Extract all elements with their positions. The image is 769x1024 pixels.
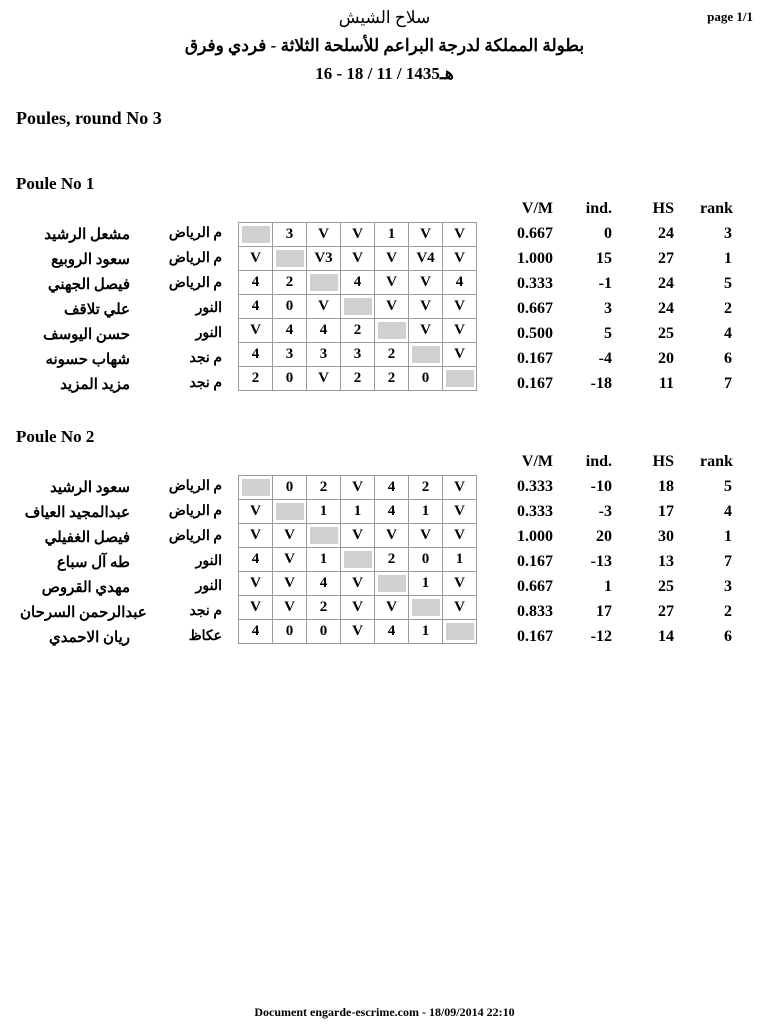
fencer-vm: 0.667	[517, 225, 553, 242]
bout-cell: V	[341, 524, 375, 548]
fencer-club: م الرياض	[168, 276, 222, 291]
self-cell-shade	[310, 274, 338, 291]
table-row	[239, 247, 477, 271]
bout-cell: V	[443, 596, 477, 620]
table-row	[239, 572, 477, 596]
col-header-rank: rank	[700, 453, 733, 470]
fencer-vm: 0.333	[517, 478, 553, 495]
fencer-vm: 0.167	[517, 628, 553, 645]
fencer-name: عبدالرحمن السرحان	[20, 605, 147, 621]
bout-cell-self	[341, 295, 375, 319]
bout-cell: V	[273, 524, 307, 548]
fencer-rank: 6	[724, 350, 732, 367]
bout-cell: V	[341, 247, 375, 271]
bout-cell-self	[307, 524, 341, 548]
col-header-hs: HS	[652, 453, 674, 470]
bout-cell: V	[307, 367, 341, 391]
table-row	[239, 343, 477, 367]
self-cell-shade	[412, 599, 440, 616]
self-cell-shade	[412, 346, 440, 363]
poule-title: Poule No 2	[16, 427, 95, 446]
fencer-name: فيصل الجهني	[47, 277, 130, 293]
poule-grid	[238, 222, 477, 391]
bout-cell: 1	[409, 500, 443, 524]
bout-cell: 4	[307, 572, 341, 596]
bout-cell: V	[239, 596, 273, 620]
bout-cell: 1	[307, 548, 341, 572]
fencer-vm: 0.833	[517, 603, 553, 620]
bout-cell: V	[375, 247, 409, 271]
fencer-club: النور	[195, 579, 222, 594]
table-row	[239, 271, 477, 295]
poule-title: Poule No 1	[16, 174, 95, 193]
fencer-ind: 5	[604, 325, 612, 342]
fencer-name: علي تلاقف	[64, 302, 130, 318]
bout-cell: V	[273, 596, 307, 620]
bout-cell: V	[375, 596, 409, 620]
bout-cell: V	[341, 572, 375, 596]
col-header-vm: V/M	[521, 453, 553, 470]
bout-cell: 2	[341, 319, 375, 343]
bout-cell-self	[239, 476, 273, 500]
bout-cell: V	[409, 524, 443, 548]
fencer-name: مزيد المزيد	[60, 377, 130, 393]
bout-cell: V	[443, 319, 477, 343]
bout-cell: V	[443, 524, 477, 548]
bout-cell: 3	[307, 343, 341, 367]
bout-cell: 2	[409, 476, 443, 500]
bout-cell: V	[273, 548, 307, 572]
fencer-vm: 0.333	[517, 275, 553, 292]
fencer-hs: 24	[658, 300, 674, 317]
bout-cell: 1	[307, 500, 341, 524]
table-row	[239, 319, 477, 343]
bout-cell: V	[239, 572, 273, 596]
self-cell-shade	[344, 298, 372, 315]
col-header-ind: ind.	[585, 453, 612, 470]
table-row	[239, 223, 477, 247]
fencer-hs: 24	[658, 225, 674, 242]
fencer-ind: -13	[590, 553, 612, 570]
fencer-hs: 17	[658, 503, 674, 520]
fencer-hs: 27	[658, 250, 674, 267]
bout-cell: V	[375, 271, 409, 295]
bout-cell: V	[239, 247, 273, 271]
table-row	[239, 524, 477, 548]
bout-cell-self	[375, 319, 409, 343]
fencer-name: سعود الرشيد	[50, 480, 130, 496]
fencer-ind: 15	[596, 250, 612, 267]
fencer-rank: 7	[724, 375, 732, 392]
bout-cell-self	[341, 548, 375, 572]
fencer-vm: 0.500	[517, 325, 553, 342]
fencer-vm: 1.000	[517, 528, 553, 545]
bout-cell: 1	[443, 548, 477, 572]
bout-cell-self	[443, 620, 477, 644]
bout-cell: 2	[375, 367, 409, 391]
fencer-vm: 0.667	[517, 578, 553, 595]
fencer-rank: 5	[724, 275, 732, 292]
self-cell-shade	[242, 479, 270, 496]
fencer-club: م نجد	[189, 351, 222, 366]
bout-cell: 4	[341, 271, 375, 295]
bout-cell: 1	[375, 223, 409, 247]
fencer-ind: -4	[598, 350, 612, 367]
bout-cell: 0	[409, 367, 443, 391]
bout-cell: V	[443, 500, 477, 524]
bout-cell: V	[239, 319, 273, 343]
fencer-rank: 3	[724, 225, 732, 242]
bout-cell: V	[409, 295, 443, 319]
bout-cell-self	[273, 500, 307, 524]
bout-cell: 4	[375, 500, 409, 524]
bout-cell: 2	[375, 343, 409, 367]
fencer-hs: 27	[658, 603, 674, 620]
self-cell-shade	[344, 551, 372, 568]
bout-cell: 4	[375, 620, 409, 644]
fencer-club: م الرياض	[168, 479, 222, 494]
fencer-hs: 14	[658, 628, 674, 645]
col-header-ind: ind.	[585, 200, 612, 217]
fencer-rank: 2	[724, 603, 732, 620]
bout-cell: 2	[239, 367, 273, 391]
bout-cell: V4	[409, 247, 443, 271]
fencer-club: م الرياض	[168, 504, 222, 519]
bout-cell: V	[307, 295, 341, 319]
self-cell-shade	[378, 322, 406, 339]
bout-cell: V	[375, 524, 409, 548]
bout-cell: V	[443, 247, 477, 271]
fencer-rank: 1	[724, 528, 732, 545]
bout-cell: V	[341, 476, 375, 500]
fencer-ind: -1	[598, 275, 612, 292]
table-row	[239, 548, 477, 572]
self-cell-shade	[310, 527, 338, 544]
bout-cell: 4	[375, 476, 409, 500]
fencer-name: طه آل سباع	[56, 555, 130, 571]
bout-cell: 3	[341, 343, 375, 367]
fencer-name: فيصل الغفيلي	[44, 530, 130, 546]
col-header-hs: HS	[652, 200, 674, 217]
fencer-ind: -18	[590, 375, 612, 392]
bout-cell: 4	[307, 319, 341, 343]
bout-cell-self	[409, 596, 443, 620]
bout-cell: 2	[273, 271, 307, 295]
round-title: Poules, round No 3	[16, 108, 162, 128]
bout-cell-self	[443, 367, 477, 391]
bout-cell-self	[239, 223, 273, 247]
fencer-rank: 6	[724, 628, 732, 645]
fencer-club: عكاظ	[188, 629, 222, 644]
bout-cell: 0	[273, 476, 307, 500]
fencer-vm: 0.333	[517, 503, 553, 520]
bout-cell: 1	[341, 500, 375, 524]
bout-cell: 2	[307, 476, 341, 500]
bout-cell: V	[443, 295, 477, 319]
page-number: page 1/1	[707, 9, 753, 24]
fencer-ind: 20	[596, 528, 612, 545]
bout-cell: 0	[409, 548, 443, 572]
bout-cell: V	[443, 343, 477, 367]
self-cell-shade	[446, 370, 474, 387]
bout-cell: 0	[273, 295, 307, 319]
fencer-vm: 0.167	[517, 375, 553, 392]
col-header-vm: V/M	[521, 200, 553, 217]
bout-cell: V	[341, 596, 375, 620]
bout-cell: V	[375, 295, 409, 319]
bout-cell: 4	[273, 319, 307, 343]
fencer-name: شهاب حسونه	[45, 352, 130, 368]
bout-cell: 4	[239, 343, 273, 367]
fencer-rank: 4	[724, 503, 732, 520]
self-cell-shade	[242, 226, 270, 243]
bout-cell: V	[239, 500, 273, 524]
bout-cell-self	[273, 247, 307, 271]
bout-cell: 1	[409, 620, 443, 644]
fencer-ind: 3	[604, 300, 612, 317]
bout-cell: V	[239, 524, 273, 548]
self-cell-shade	[276, 503, 304, 520]
fencer-rank: 3	[724, 578, 732, 595]
fencer-ind: 0	[604, 225, 612, 242]
bout-cell: 4	[239, 295, 273, 319]
table-row	[239, 476, 477, 500]
bout-cell: V	[409, 223, 443, 247]
bout-cell: 4	[239, 620, 273, 644]
bout-cell: V	[409, 319, 443, 343]
col-header-rank: rank	[700, 200, 733, 217]
fencer-name: سعود الروبيع	[51, 252, 130, 268]
table-row	[239, 500, 477, 524]
bout-cell: V	[443, 223, 477, 247]
fencer-ind: -10	[590, 478, 612, 495]
fencer-ind: 1	[604, 578, 612, 595]
fencer-hs: 18	[658, 478, 674, 495]
fencer-club: م نجد	[189, 376, 222, 391]
fencer-rank: 2	[724, 300, 732, 317]
fencer-hs: 25	[658, 325, 674, 342]
bout-cell: V	[409, 271, 443, 295]
fencer-hs: 11	[658, 375, 674, 392]
fencer-rank: 5	[724, 478, 732, 495]
bout-cell: V	[341, 223, 375, 247]
bout-cell: V	[273, 572, 307, 596]
fencer-club: النور	[195, 554, 222, 569]
bout-cell: 1	[409, 572, 443, 596]
fencer-hs: 25	[658, 578, 674, 595]
event-title: بطولة المملكة لدرجة البراعم للأسلحة الثلاثة - فردي وفرق	[184, 36, 585, 55]
fencer-name: مهدي القروص	[41, 580, 130, 596]
fencer-name: حسن اليوسف	[43, 327, 130, 343]
fencer-hs: 30	[658, 528, 674, 545]
bout-cell-self	[375, 572, 409, 596]
bout-cell-self	[307, 271, 341, 295]
table-row	[239, 620, 477, 644]
self-cell-shade	[276, 250, 304, 267]
fencer-hs: 20	[658, 350, 674, 367]
fencer-club: م الرياض	[168, 226, 222, 241]
fencer-hs: 13	[658, 553, 674, 570]
fencer-hs: 24	[658, 275, 674, 292]
fencer-club: النور	[195, 326, 222, 341]
bout-cell: 0	[307, 620, 341, 644]
fencer-rank: 7	[724, 553, 732, 570]
fencer-name: مشعل الرشيد	[44, 227, 130, 243]
footer: Document engarde-escrime.com - 18/09/2014 22:10	[254, 1005, 515, 1019]
bout-cell: 2	[375, 548, 409, 572]
fencer-vm: 0.167	[517, 553, 553, 570]
bout-cell: 3	[273, 223, 307, 247]
fencer-ind: -3	[598, 503, 612, 520]
fencer-vm: 1.000	[517, 250, 553, 267]
bout-cell: V3	[307, 247, 341, 271]
fencer-vm: 0.667	[517, 300, 553, 317]
bout-cell: 0	[273, 367, 307, 391]
fencer-vm: 0.167	[517, 350, 553, 367]
bout-cell: 3	[273, 343, 307, 367]
bout-cell: V	[443, 476, 477, 500]
bout-cell: 4	[239, 548, 273, 572]
fencer-rank: 1	[724, 250, 732, 267]
self-cell-shade	[446, 623, 474, 640]
fencer-club: م الرياض	[168, 529, 222, 544]
bout-cell-self	[409, 343, 443, 367]
fencer-ind: -12	[590, 628, 612, 645]
bout-cell: 4	[239, 271, 273, 295]
fencer-club: النور	[195, 301, 222, 316]
bout-cell: V	[341, 620, 375, 644]
bout-cell: V	[307, 223, 341, 247]
bout-cell: 2	[307, 596, 341, 620]
bout-cell: 4	[443, 271, 477, 295]
event-dates: 16 - 18 / 11 / 1435هـ	[315, 64, 454, 83]
table-row	[239, 295, 477, 319]
bout-cell: 2	[341, 367, 375, 391]
fencer-ind: 17	[596, 603, 612, 620]
bout-cell: 0	[273, 620, 307, 644]
bout-cell: V	[443, 572, 477, 596]
self-cell-shade	[378, 575, 406, 592]
poule-grid	[238, 475, 477, 644]
fencer-name: عبدالمجيد العياف	[24, 505, 130, 521]
fencer-club: م الرياض	[168, 251, 222, 266]
fencer-club: م نجد	[189, 604, 222, 619]
weapon-title: سلاح الشيش	[338, 8, 431, 27]
fencer-name: ريان الاحمدي	[48, 630, 130, 646]
table-row	[239, 367, 477, 391]
table-row	[239, 596, 477, 620]
fencer-rank: 4	[724, 325, 732, 342]
